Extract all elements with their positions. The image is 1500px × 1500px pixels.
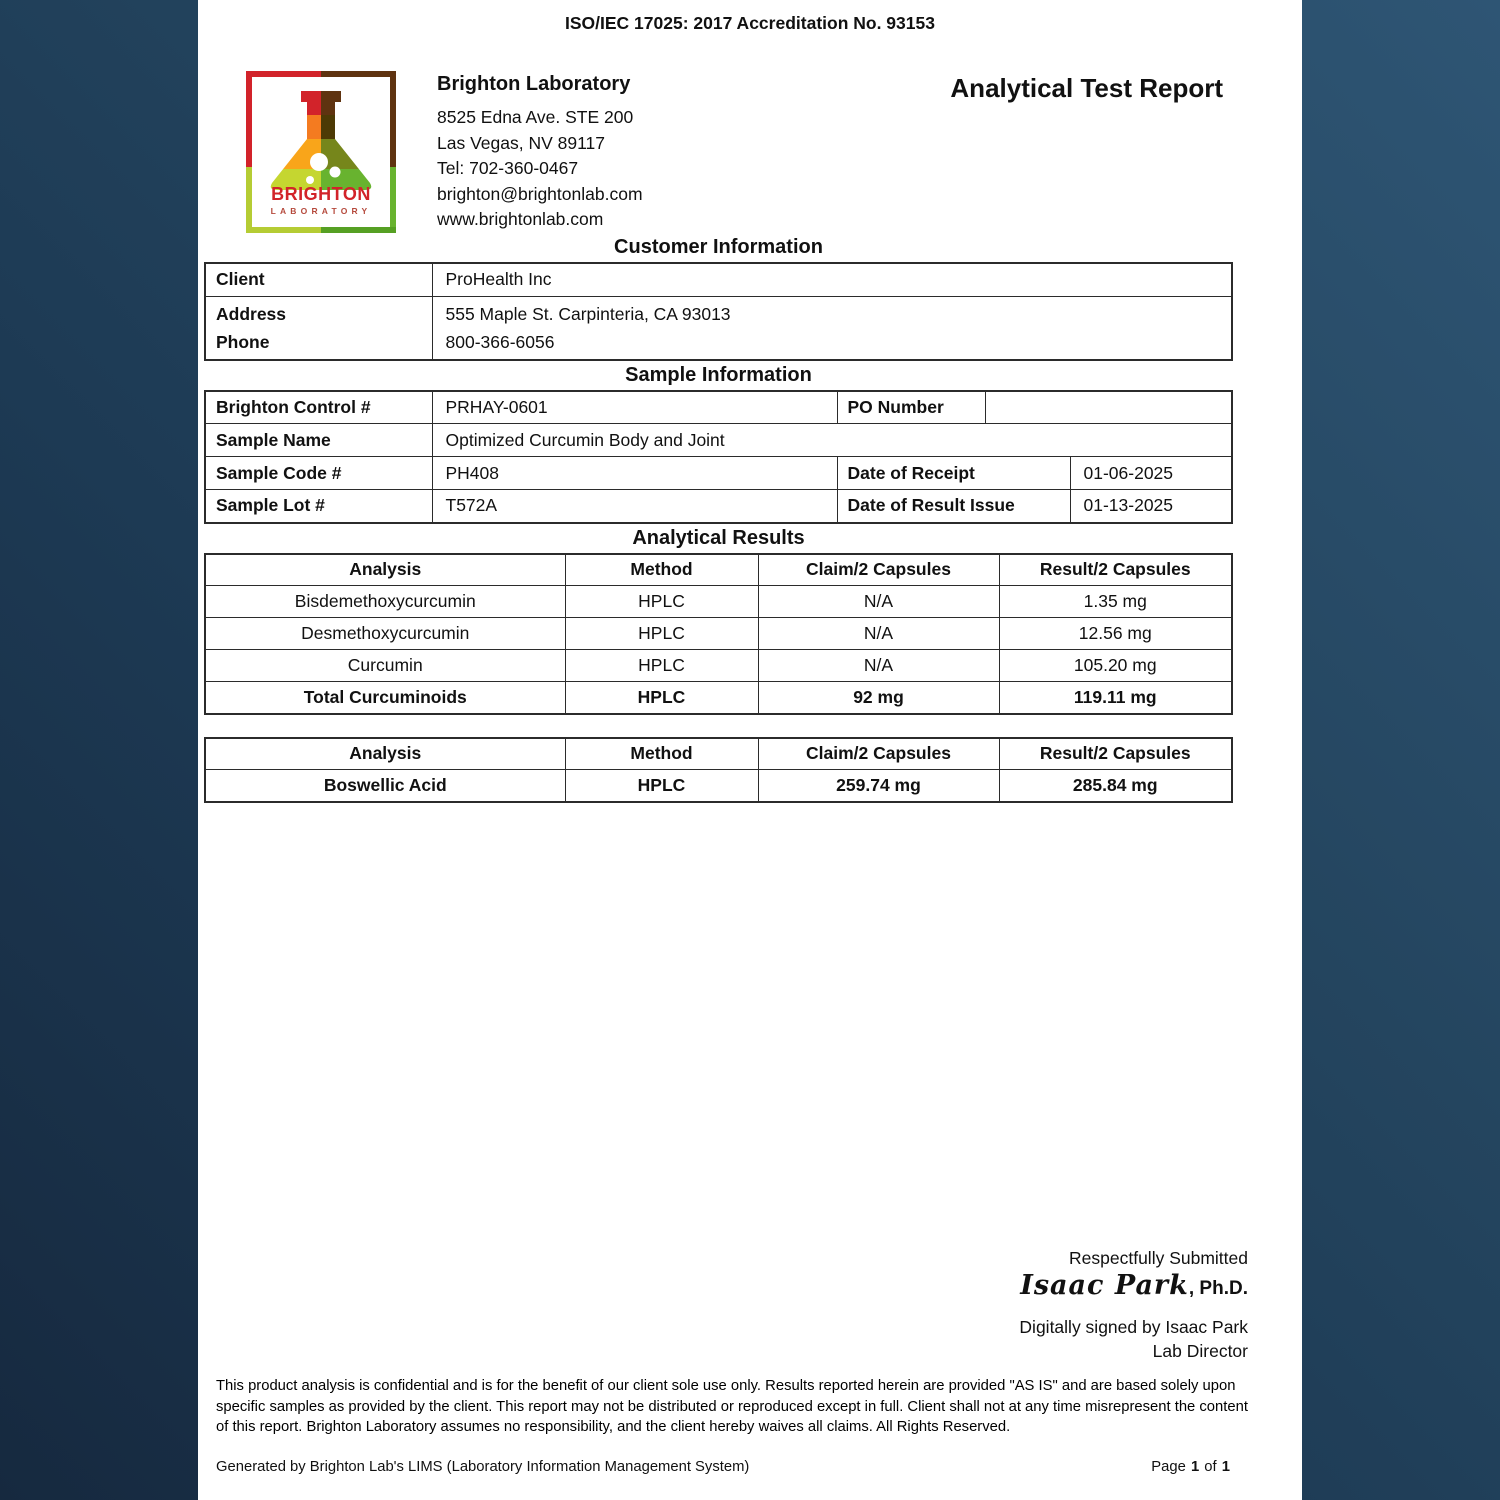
column-header-claim: Claim/2 Capsules: [758, 554, 999, 586]
po-number-value: [985, 391, 1232, 424]
signature-suffix: , Ph.D.: [1188, 1278, 1248, 1299]
column-header-method: Method: [565, 738, 758, 770]
address-label: Address: [216, 303, 287, 324]
table-header-row: [205, 738, 1232, 770]
date-receipt-label: Date of Receipt: [837, 457, 1070, 490]
sample-code-label: Sample Code #: [205, 457, 432, 490]
signature-block: [1019, 1246, 1248, 1363]
analysis-cell: Total Curcuminoids: [205, 682, 565, 714]
table-header-row: [205, 554, 1232, 586]
claim-cell: 259.74 mg: [758, 770, 999, 802]
lab-email: brighton@brightonlab.com: [437, 183, 643, 204]
column-header-analysis: Analysis: [205, 738, 565, 770]
table-row: [205, 424, 1232, 457]
result-cell: 105.20 mg: [999, 650, 1232, 682]
disclaimer-text: This product analysis is confidential and is for the benefit of our client sole use only. Results reported herein are provided "AS IS" and are based solely upon specific samples as provided by the client. This report may not be distributed or reproduced except in full. Client shall not at any time misrepresent the content of this report. Brighton Laboratory assumes no responsibility, and the client hereby waives all claims. All Rights Reserved.: [216, 1378, 1248, 1435]
analysis-cell: Desmethoxycurcumin: [205, 618, 565, 650]
lab-director-text: Lab Director: [1152, 1341, 1248, 1361]
page-number: 1: [1190, 1459, 1200, 1475]
page-total: 1: [1221, 1459, 1230, 1475]
column-header-method: Method: [565, 554, 758, 586]
method-cell: HPLC: [565, 682, 758, 714]
column-header-analysis: Analysis: [205, 554, 565, 586]
report-page: [198, 0, 1302, 1500]
generated-by-text: Generated by Brighton Lab's LIMS (Laboratory Information Management System): [216, 1459, 750, 1475]
analysis-cell: Bisdemethoxycurcumin: [205, 586, 565, 618]
logo-brand-text: BRIGHTON: [271, 184, 371, 204]
claim-cell: 92 mg: [758, 682, 999, 714]
table-row: [205, 586, 1232, 618]
boswellic-results-table: [204, 737, 1233, 803]
curcuminoids-results-table: [204, 553, 1233, 715]
accreditation-banner: ISO/IEC 17025: 2017 Accreditation No. 93153: [565, 13, 935, 33]
sample-name-label: Sample Name: [205, 424, 432, 457]
date-issue-value: 01-13-2025: [1070, 490, 1232, 523]
lab-name: Brighton Laboratory: [437, 73, 631, 95]
page-indicator: [1150, 1459, 1230, 1475]
lab-address-line1: 8525 Edna Ave. STE 200: [437, 107, 634, 127]
phone-value: 800-366-6056: [445, 331, 555, 352]
table-row: [205, 296, 1232, 360]
method-cell: HPLC: [565, 770, 758, 802]
sample-info-heading: Sample Information: [625, 363, 812, 386]
control-number-value: PRHAY-0601: [432, 391, 837, 424]
analytical-results-heading: Analytical Results: [632, 526, 805, 549]
result-cell: 1.35 mg: [999, 586, 1232, 618]
result-cell: 119.11 mg: [999, 682, 1232, 714]
customer-info-heading: Customer Information: [614, 236, 823, 258]
report-footer: [216, 1459, 1230, 1475]
respectfully-submitted-text: Respectfully Submitted: [1069, 1248, 1248, 1268]
table-row: [205, 457, 1232, 490]
page-of-label: of: [1204, 1459, 1217, 1475]
sample-info-table: [204, 390, 1233, 524]
table-row: [205, 618, 1232, 650]
claim-cell: N/A: [758, 650, 999, 682]
logo-subtitle-text: LABORATORY: [270, 206, 372, 216]
total-curcuminoids-row: [205, 682, 1232, 714]
lab-info-block: [437, 71, 643, 233]
table-row: [205, 650, 1232, 682]
table-row: [205, 490, 1232, 523]
claim-cell: N/A: [758, 586, 999, 618]
column-header-result: Result/2 Capsules: [999, 738, 1232, 770]
brighton-logo: [246, 71, 396, 233]
page-label: Page: [1151, 1459, 1186, 1475]
address-value: 555 Maple St. Carpinteria, CA 93013: [445, 303, 731, 324]
report-title: Analytical Test Report: [950, 73, 1223, 103]
sample-lot-label: Sample Lot #: [205, 490, 432, 523]
po-number-label: PO Number: [837, 391, 985, 424]
sample-name-value: Optimized Curcumin Body and Joint: [432, 424, 1232, 457]
signature-script: Isaac Park: [1020, 1270, 1189, 1301]
sample-code-value: PH408: [432, 457, 837, 490]
result-cell: 12.56 mg: [999, 618, 1232, 650]
analysis-cell: Curcumin: [205, 650, 565, 682]
column-header-result: Result/2 Capsules: [999, 554, 1232, 586]
lab-website: www.brightonlab.com: [437, 209, 604, 229]
date-issue-label: Date of Result Issue: [837, 490, 1070, 523]
digitally-signed-text: Digitally signed by Isaac Park: [1019, 1317, 1248, 1337]
column-header-claim: Claim/2 Capsules: [758, 738, 999, 770]
phone-label: Phone: [216, 331, 270, 352]
claim-cell: N/A: [758, 618, 999, 650]
method-cell: HPLC: [565, 650, 758, 682]
lab-phone: Tel: 702-360-0467: [437, 158, 579, 178]
control-number-label: Brighton Control #: [205, 391, 432, 424]
client-value: ProHealth Inc: [432, 263, 1232, 296]
table-row: [205, 263, 1232, 296]
table-row: [205, 391, 1232, 424]
method-cell: HPLC: [565, 618, 758, 650]
table-row: [205, 770, 1232, 802]
client-label: Client: [205, 263, 432, 296]
signature-name-row: [1019, 1270, 1248, 1306]
customer-info-table: [204, 262, 1233, 361]
result-cell: 285.84 mg: [999, 770, 1232, 802]
lab-address-line2: Las Vegas, NV 89117: [437, 132, 605, 153]
sample-lot-value: T572A: [432, 490, 837, 523]
method-cell: HPLC: [565, 586, 758, 618]
date-receipt-value: 01-06-2025: [1070, 457, 1232, 490]
report-header: [204, 71, 1233, 233]
analysis-cell: Boswellic Acid: [205, 770, 565, 802]
